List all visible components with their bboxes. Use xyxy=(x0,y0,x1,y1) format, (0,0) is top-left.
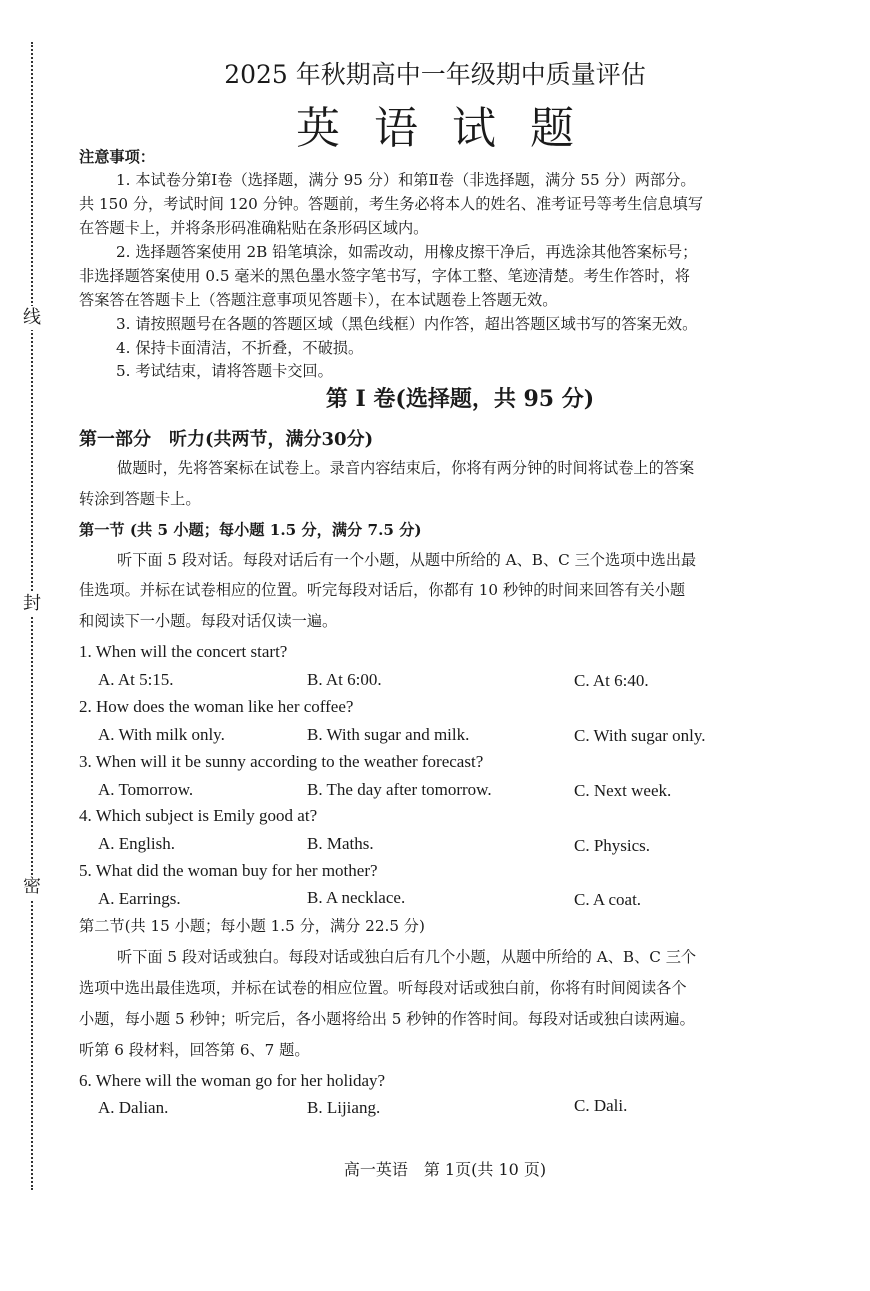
option-a: A. Earrings. xyxy=(98,889,181,908)
part-intro-line: 做题时，先将答案标在试卷上。录音内容结束后，你将有两分钟的时间将试卷上的答案 xyxy=(117,459,695,477)
notice-line: 5. 考试结束，请将答题卡交回。 xyxy=(116,362,333,380)
sec1-title: 第一节 (共 5 小题；每小题 1.5 分，满分 7.5 分) xyxy=(79,521,422,539)
option-b: B. Maths. xyxy=(307,834,374,853)
option-c: C. With sugar only. xyxy=(574,726,706,745)
option-c: C. A coat. xyxy=(574,890,642,909)
option-b: B. With sugar and milk. xyxy=(307,725,470,744)
option-c: C. At 6:40. xyxy=(574,671,649,690)
option-c: C. Physics. xyxy=(574,836,651,855)
option-b: B. At 6:00. xyxy=(307,670,382,689)
option-a: A. With milk only. xyxy=(98,725,225,744)
notice-line: 在答题卡上，并将条形码准确粘贴在条形码区域内。 xyxy=(79,219,429,237)
notice-line: 非选择题答案使用 0.5 毫米的黑色墨水签字笔书写，字体工整、笔迹清楚。考生作答时，将 xyxy=(79,267,690,285)
binding-line xyxy=(31,42,33,1190)
notice-heading: 注意事项： xyxy=(79,148,155,166)
binding-char-xian: 线 xyxy=(20,306,44,330)
option-b: B. The day after tomorrow. xyxy=(307,780,492,799)
section-title: 第 I 卷(选择题，共 95 分) xyxy=(325,386,595,412)
sec2-intro-line: 小题，每小题 5 秒钟；听完后，各小题将给出 5 秒钟的作答时间。每段对话或独白读两遍。 xyxy=(79,1010,695,1028)
question-stem: 1. When will the concert start? xyxy=(79,642,288,661)
part-title: 第一部分 听力(共两节，满分30分) xyxy=(79,429,374,450)
sec2-intro-line: 选项中选出最佳选项，并标在试卷的相应位置。听每段对话或独白前，你将有时间阅读各个 xyxy=(79,979,687,997)
question-stem: 6. Where will the woman go for her holiday? xyxy=(79,1071,386,1090)
sec2-intro-line: 听下面 5 段对话或独白。每段对话或独白后有几个小题，从题中所给的 A、B、C 三个 xyxy=(117,948,697,966)
notice-line: 2. 选择题答案使用 2B 铅笔填涂，如需改动，用橡皮擦干净后，再选涂其他答案标号； xyxy=(116,243,698,261)
exam-title: 2025 年秋期高中一年级期中质量评估 xyxy=(224,60,646,89)
notice-line: 4. 保持卡面清洁，不折叠，不破损。 xyxy=(116,339,364,357)
option-a: A. At 5:15. xyxy=(98,670,174,689)
page-footer: 高一英语 第 1页(共 10 页) xyxy=(343,1160,547,1179)
sec1-intro-line: 和阅读下一小题。每段对话仅读一遍。 xyxy=(79,612,338,630)
notice-line: 1. 本试卷分第Ⅰ卷（选择题，满分 95 分）和第Ⅱ卷（非选择题，满分 55 分）两部分。 xyxy=(116,171,696,189)
part-intro-line: 转涂到答题卡上。 xyxy=(79,490,201,508)
question-stem: 2. How does the woman like her coffee? xyxy=(79,697,354,716)
notice-line: 共 150 分，考试时间 120 分钟。答题前，考生务必将本人的姓名、准考证号等考生信息填写 xyxy=(79,195,704,213)
question-stem: 4. Which subject is Emily good at? xyxy=(79,806,318,825)
question-stem: 5. What did the woman buy for her mother? xyxy=(79,861,378,880)
binding-char-mi: 密 xyxy=(20,875,44,899)
sec2-title: 第二节(共 15 小题；每小题 1.5 分，满分 22.5 分) xyxy=(79,917,425,935)
question-stem: 3. When will it be sunny according to the weather forecast? xyxy=(79,752,484,771)
sec2-intro-line: 听第 6 段材料，回答第 6、7 题。 xyxy=(79,1041,310,1059)
option-a: A. Tomorrow. xyxy=(98,780,194,799)
sec1-intro-line: 佳选项。并标在试卷相应的位置。听完每段对话后，你都有 10 秒钟的时间来回答有关小题 xyxy=(79,581,686,599)
sec1-intro-line: 听下面 5 段对话。每段对话后有一个小题，从题中所给的 A、B、C 三个选项中选出最 xyxy=(117,551,697,569)
notice-line: 答案答在答题卡上（答题注意事项见答题卡），在本试题卷上答题无效。 xyxy=(79,291,558,309)
option-a: A. Dalian. xyxy=(98,1098,169,1117)
exam-subject: 英语试题 xyxy=(296,103,608,154)
notice-line: 3. 请按照题号在各题的答题区域（黑色线框）内作答，超出答题区域书写的答案无效。 xyxy=(116,315,698,333)
option-c: C. Next week. xyxy=(574,781,672,800)
binding-char-feng: 封 xyxy=(20,592,44,616)
option-a: A. English. xyxy=(98,834,175,853)
option-b: B. A necklace. xyxy=(307,888,406,907)
option-c: C. Dali. xyxy=(574,1096,628,1115)
option-b: B. Lijiang. xyxy=(307,1098,381,1117)
